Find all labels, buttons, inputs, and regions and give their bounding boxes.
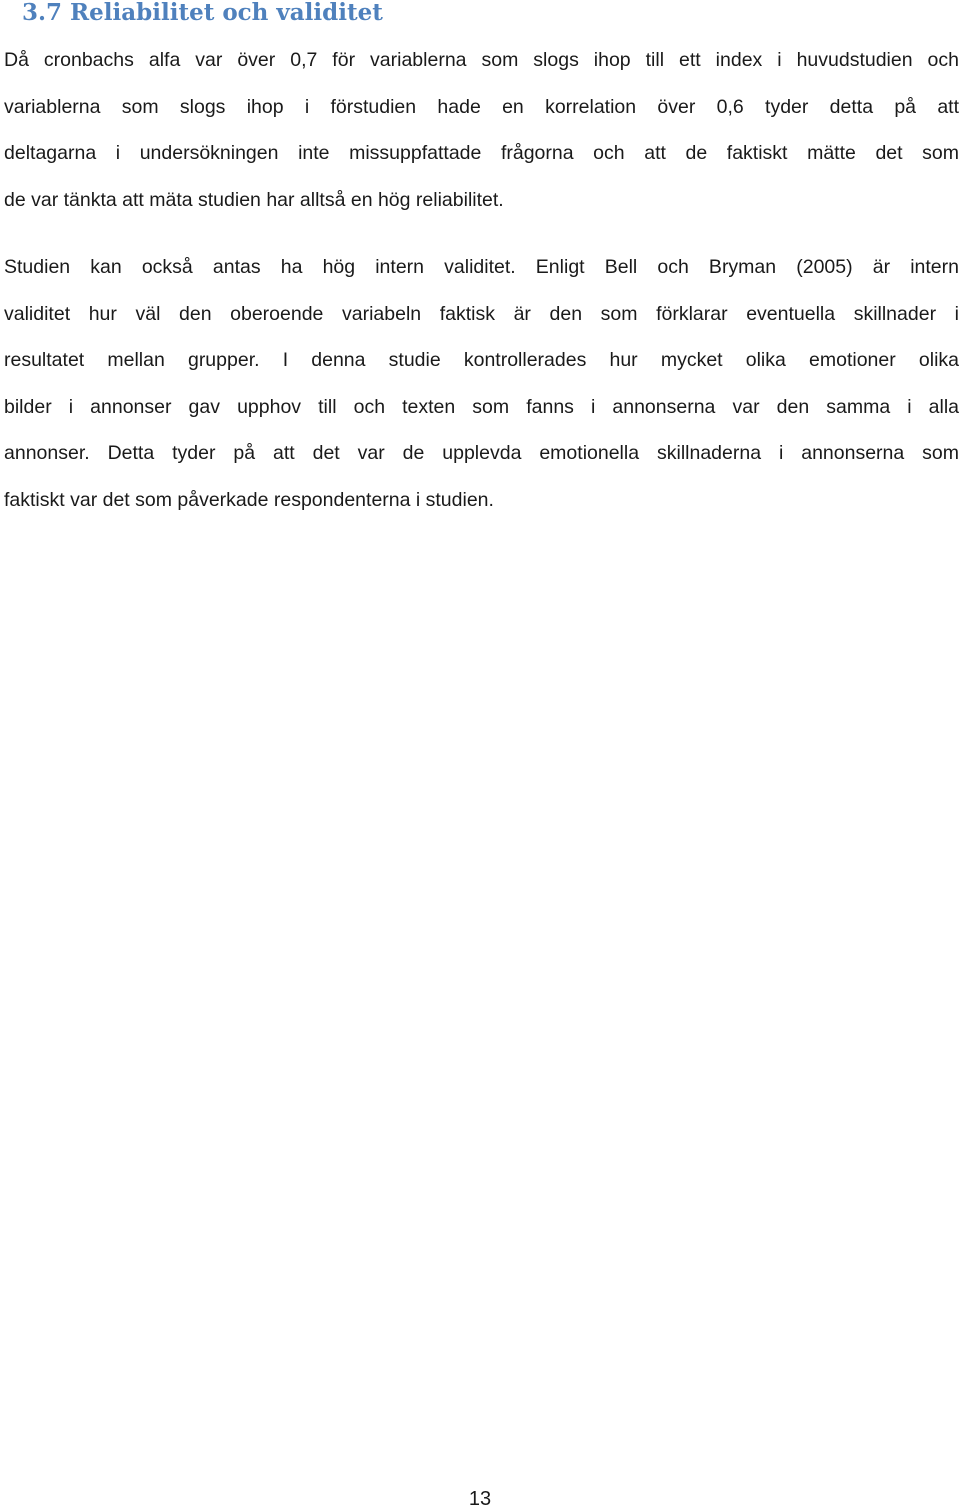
paragraph-validity (4, 244, 959, 523)
text-line: validitet hur väl den oberoende variabeln faktisk är den som förklarar eventuella skillnader i (4, 302, 959, 325)
text-line: Då cronbachs alfa var över 0,7 för variablerna som slogs ihop till ett index i huvudstudien och (4, 49, 959, 71)
text-line: faktiskt var det som påverkade respondenterna i studien. (4, 488, 494, 511)
text-line: Studien kan också antas ha hög intern validitet. Enligt Bell och Bryman (2005) är intern (4, 256, 959, 278)
text-line: resultatet mellan grupper. I denna studie kontrollerades hur mycket olika emotioner olika (4, 349, 959, 371)
text-line: variablerna som slogs ihop i förstudien hade en korrelation över 0,6 tyder detta på att (4, 95, 959, 118)
page-number: 13 (468, 1488, 492, 1510)
text-line: de var tänkta att mäta studien har alltså en hög reliabilitet. (4, 188, 504, 211)
text-line: bilder i annonser gav upphov till och texten som fanns i annonserna var den samma i alla (4, 395, 959, 418)
text-line: deltagarna i undersökningen inte missuppfattade frågorna och att de faktiskt mätte det som (4, 142, 959, 164)
section-heading: 3.7 Reliabilitet och validitet (22, 0, 383, 26)
paragraph-reliability (4, 37, 959, 223)
text-line: annonser. Detta tyder på att det var de upplevda emotionella skillnaderna i annonserna som (4, 442, 959, 464)
